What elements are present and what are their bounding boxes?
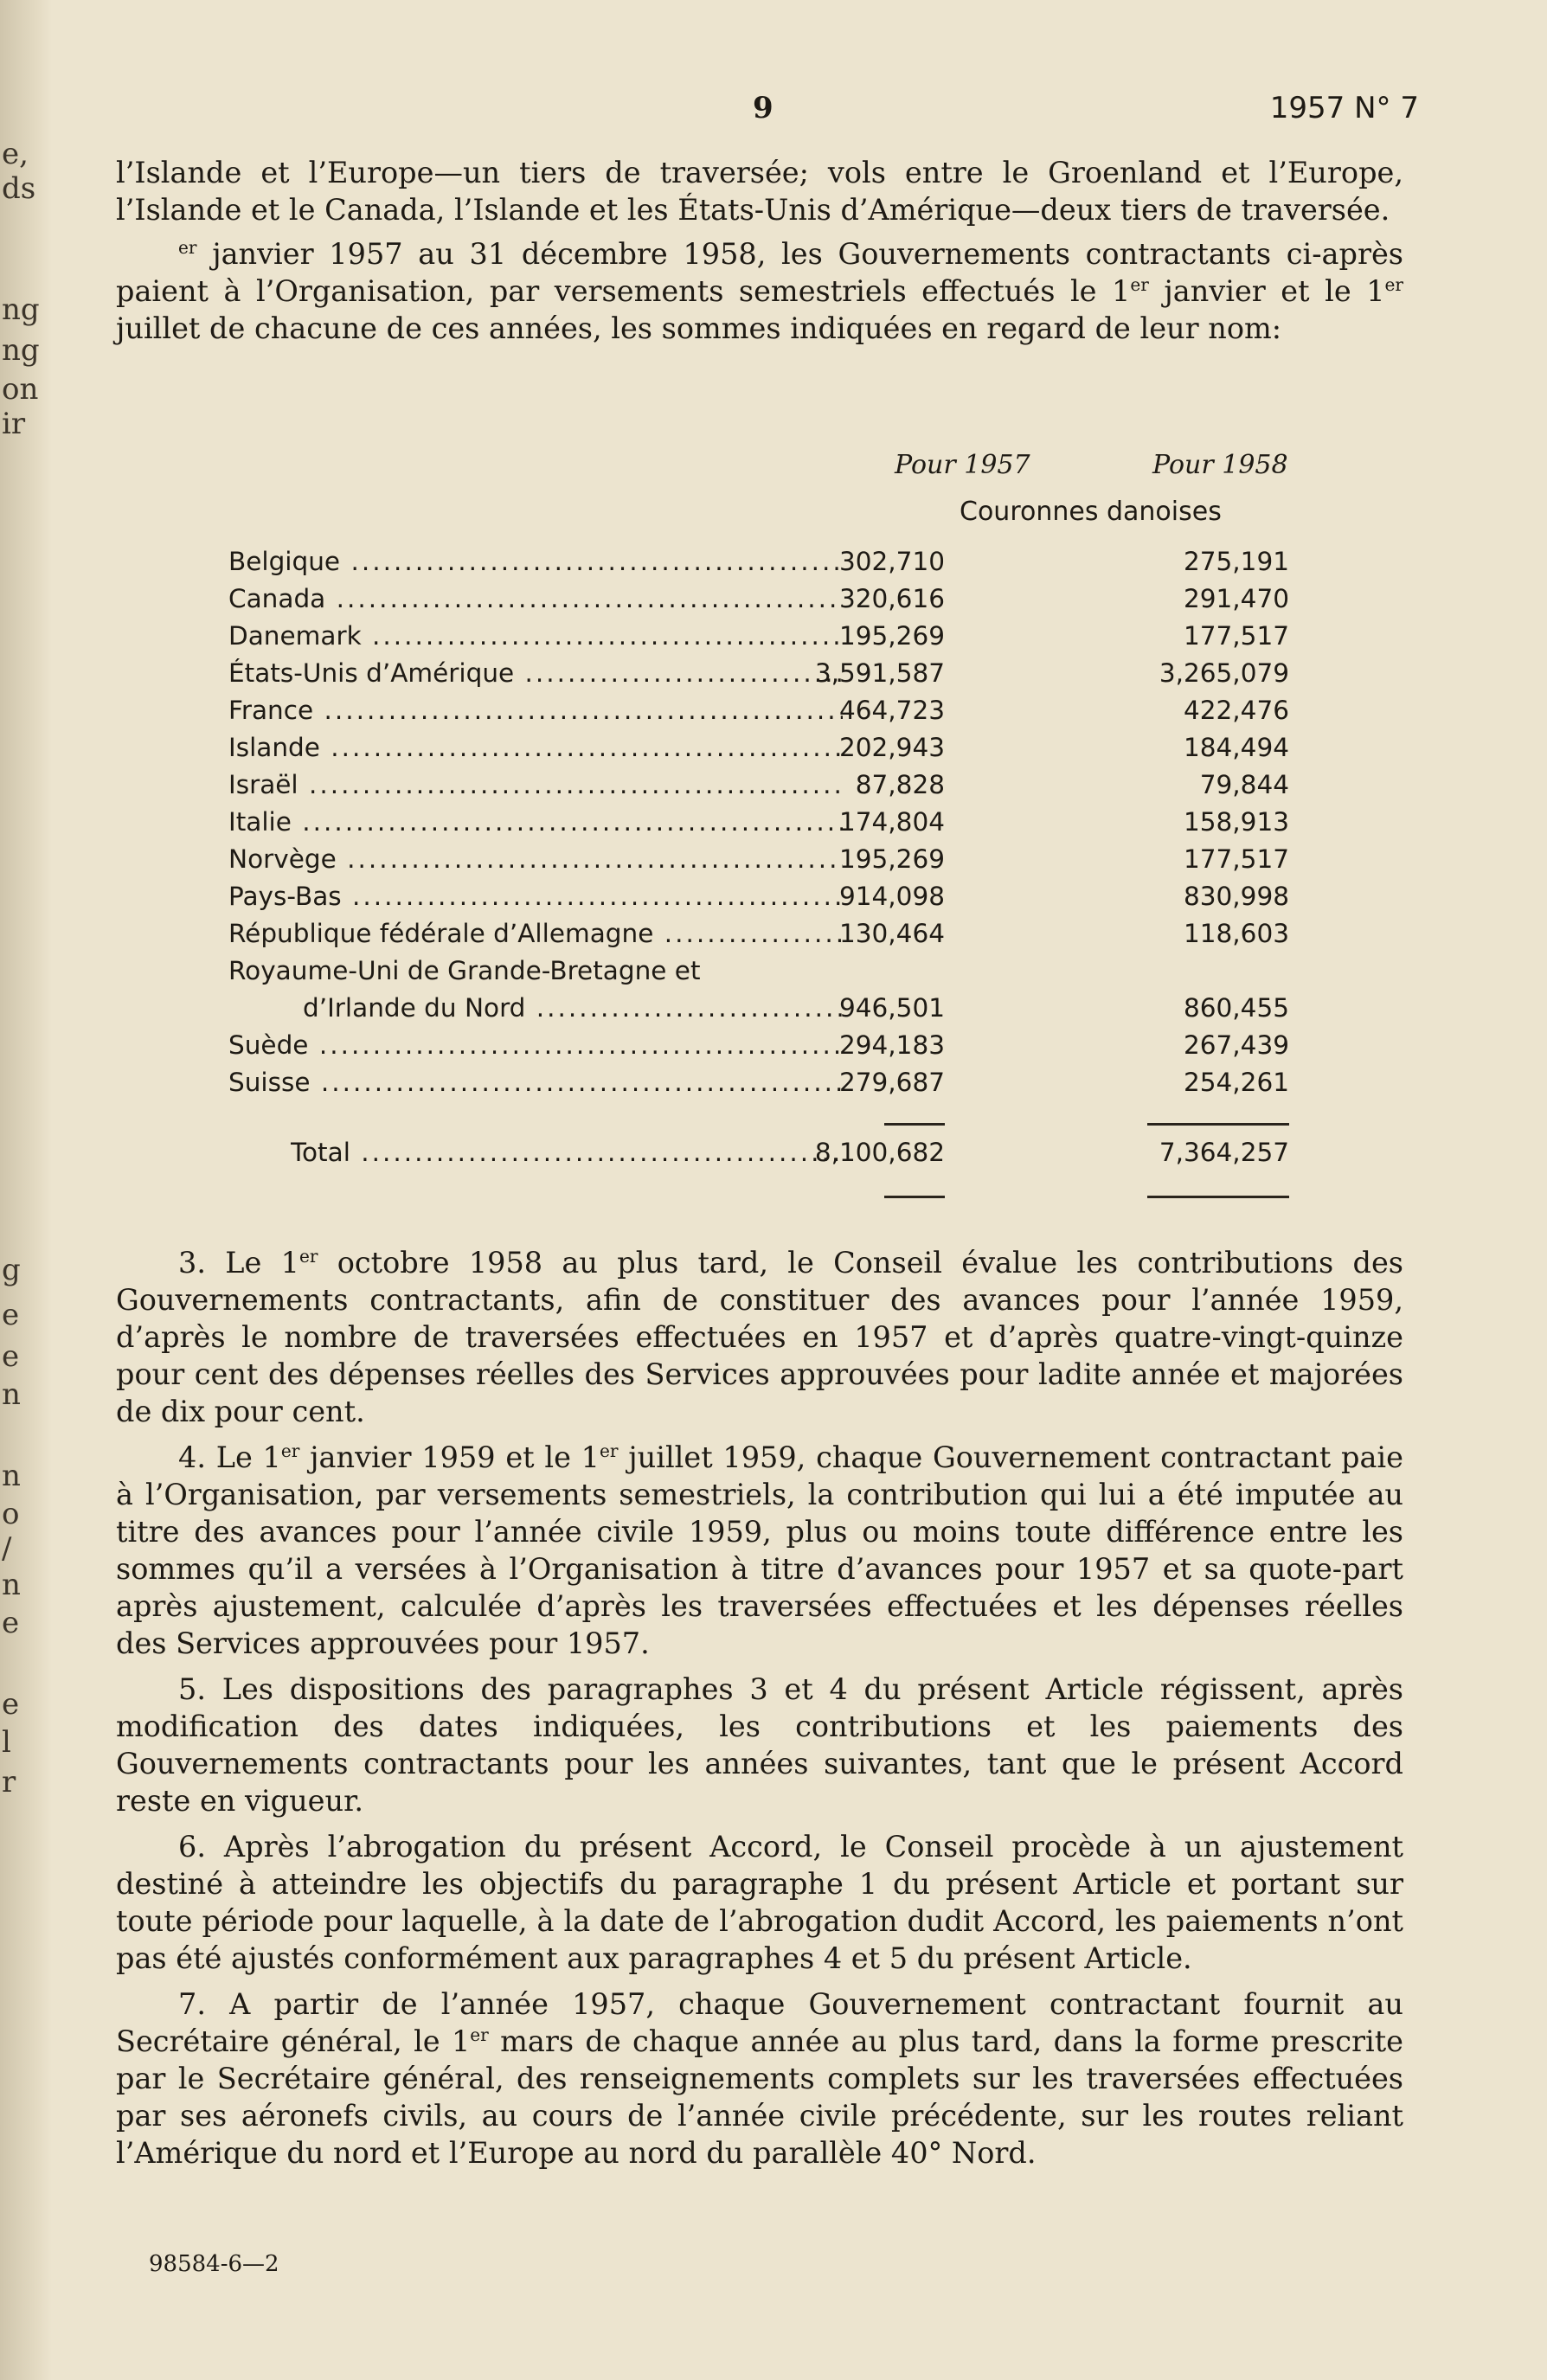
paragraph-2: $^{er}$ janvier 1957 au 31 décembre 1958, les Gouvernements contractants ci-après paient à l’Organisation, par versements semestriels effectués le 1er janvier et le 1er juillet de chacune de ces années, les sommes indiquées en regard de leur nom: — [116, 236, 1404, 345]
table-row — [228, 621, 1289, 658]
amount-1957-cell: 464,723 — [839, 696, 945, 725]
document-reference: 1957 N° 7 — [1269, 91, 1419, 125]
country-cell: Italie ..... — [228, 807, 843, 837]
bleed-fragment: e — [2, 1606, 20, 1640]
total-1957-cell: 8,100,682 — [814, 1138, 945, 1167]
table-row — [228, 1068, 1289, 1105]
bleed-fragment: l — [2, 1725, 11, 1760]
country-cell: Norvège ..... — [228, 844, 843, 874]
page-header — [0, 91, 1547, 134]
print-job-code: 98584-6—2 — [149, 2251, 279, 2277]
table-row — [228, 1030, 1289, 1068]
intro-paragraph: l’Islande et l’Europe—un tiers de traversée; vols entre le Groenland et l’Europe, l’Islande et le Canada, l’Islande et les États-Unis d’Amérique—deux tiers de traversée. — [116, 156, 1403, 227]
total-label: Total ..... — [291, 1138, 843, 1167]
column-header-1957: Pour 1957 — [895, 450, 1030, 480]
amount-1958-cell: 118,603 — [1184, 919, 1289, 948]
paragraph-3: 3. Le 1er octobre 1958 au plus tard, le Conseil évalue les contributions des Gouvernements contractants, afin de constituer des avances pour l’année 1959, d’après le nombre de traversées effectuées en 1957 et d’après quatre-vingt-quinze pour cent des dépenses réelles des Services approuvées pour ladite année et majorées de dix pour cent. — [116, 1245, 1403, 1428]
amount-1957-cell: 195,269 — [839, 621, 945, 651]
amount-1958-cell: 177,517 — [1184, 844, 1289, 874]
country-cell: États-Unis d’Amérique ..... — [228, 658, 843, 688]
table-body — [228, 547, 1289, 1105]
total-1958-cell: 7,364,257 — [1159, 1138, 1289, 1167]
table-row — [228, 547, 1289, 584]
amount-1957-cell: 302,710 — [839, 547, 945, 576]
country-cell: Islande ..... — [228, 733, 843, 762]
bleed-fragment: g — [2, 1253, 21, 1287]
table-row — [228, 696, 1289, 733]
table-total-row — [228, 1138, 1289, 1175]
table-row — [228, 882, 1289, 919]
country-cell: Israël ..... — [228, 770, 843, 799]
amount-1957-cell: 320,616 — [839, 584, 945, 613]
country-cell: Danemark ..... — [228, 621, 843, 651]
contributions-table — [228, 450, 1289, 1167]
amount-1958-cell: 254,261 — [1184, 1068, 1289, 1097]
total-rule-bottom-1957 — [884, 1196, 945, 1198]
paragraph-4: 4. Le 1er janvier 1959 et le 1er juillet 1959, chaque Gouvernement contractant paie à l’Organisation, par versements semestriels, la contribution qui lui a été imputée au titre des avances pour l’année civile 1959, plus ou moins toute différence entre les sommes qu’il a versées à l’Organisation à titre d’avances pour 1957 et sa quote-part après ajustement, calculée d’après les traversées effectuées et les dépenses réelles des Services approuvées pour 1957. — [116, 1440, 1403, 1660]
amount-1957-cell: 946,501 — [839, 993, 945, 1023]
amount-1957-cell: 3,591,587 — [814, 658, 945, 688]
bleed-fragment: / — [2, 1531, 12, 1566]
table-row — [228, 993, 1289, 1030]
bleed-fragment: e — [2, 1339, 20, 1374]
amount-1958-cell: 830,998 — [1184, 882, 1289, 911]
country-cell: Royaume-Uni de Grande-Bretagne et — [228, 956, 701, 985]
paragraph-7: 7. A partir de l’année 1957, chaque Gouvernement contractant fournit au Secrétaire général, le 1er mars de chaque année au plus tard, dans la forme prescrite par le Secrétaire général, des renseignements complets sur les traversées effectuées par ses aéronefs civils, au cours de l’année civile précédente, sur les routes reliant l’Amérique du nord et l’Europe au nord du parallèle 40° Nord. — [116, 1987, 1403, 2170]
amount-1958-cell: 158,913 — [1184, 807, 1289, 837]
paragraph-6: 6. Après l’abrogation du présent Accord, le Conseil procède à un ajustement destiné à atteindre les objectifs du paragraphe 1 du présent Article et portant sur toute période pour laquelle, à la date de l’abrogation dudit Accord, les paiements n’ont pas été ajustés conformément aux paragraphes 4 et 5 du présent Article. — [116, 1830, 1403, 1975]
amount-1958-cell: 291,470 — [1184, 584, 1289, 613]
bleed-fragment: o — [2, 1497, 20, 1531]
table-row — [228, 844, 1289, 882]
table-row — [228, 956, 1289, 993]
total-rule-top-1957 — [884, 1123, 945, 1126]
amount-1957-cell: 87,828 — [855, 770, 945, 799]
bleed-fragment: n — [2, 1459, 21, 1493]
bleed-fragment: n — [2, 1377, 21, 1412]
amount-1957-cell: 195,269 — [839, 844, 945, 874]
table-header-row — [228, 450, 1289, 490]
amount-1957-cell: 914,098 — [839, 882, 945, 911]
amount-1958-cell: 267,439 — [1184, 1030, 1289, 1060]
table-row — [228, 733, 1289, 770]
bleed-fragment: on — [2, 372, 39, 407]
country-cell: République fédérale d’Allemagne ..... — [228, 919, 843, 948]
amount-1957-cell: 202,943 — [839, 733, 945, 762]
amount-1958-cell: 177,517 — [1184, 621, 1289, 651]
bleed-fragment: e — [2, 1298, 20, 1332]
country-cell: Belgique ..... — [228, 547, 843, 576]
intro-block — [116, 154, 1403, 347]
bleed-fragment: ds — [2, 171, 36, 206]
amount-1958-cell: 3,265,079 — [1159, 658, 1289, 688]
amount-1958-cell: 79,844 — [1199, 770, 1289, 799]
article-paragraphs — [116, 1244, 1403, 2172]
total-rule-bottom-1958 — [1147, 1196, 1289, 1198]
amount-1958-cell: 860,455 — [1184, 993, 1289, 1023]
amount-1958-cell: 275,191 — [1184, 547, 1289, 576]
country-cell: Suède ..... — [228, 1030, 843, 1060]
bleed-fragment: ng — [2, 333, 40, 368]
amount-1958-cell: 184,494 — [1184, 733, 1289, 762]
amount-1957-cell: 130,464 — [839, 919, 945, 948]
total-rule-top-1958 — [1147, 1123, 1289, 1126]
bleed-fragment: r — [2, 1765, 16, 1799]
table-row — [228, 584, 1289, 621]
amount-1957-cell: 294,183 — [839, 1030, 945, 1060]
bleed-fragment: ir — [2, 407, 26, 441]
page-number: 9 — [753, 91, 774, 125]
country-cell: Suisse ..... — [228, 1068, 843, 1097]
amount-1957-cell: 279,687 — [839, 1068, 945, 1097]
bleed-fragment: ng — [2, 292, 40, 327]
amount-1958-cell: 422,476 — [1184, 696, 1289, 725]
table-row — [228, 919, 1289, 956]
amount-1957-cell: 174,804 — [839, 807, 945, 837]
country-cell: d’Irlande du Nord ..... — [303, 993, 843, 1023]
table-row — [228, 658, 1289, 696]
table-row — [228, 770, 1289, 807]
table-row — [228, 807, 1289, 844]
bleed-fragment: e, — [2, 137, 29, 171]
country-cell: Pays-Bas ..... — [228, 882, 843, 911]
currency-unit-label: Couronnes danoises — [960, 497, 1222, 527]
country-cell: Canada ..... — [228, 584, 843, 613]
bleed-fragment: e — [2, 1687, 20, 1722]
bleed-fragment: n — [2, 1568, 21, 1602]
paragraph-5: 5. Les dispositions des paragraphes 3 et 4 du présent Article régissent, après modification des dates indiquées, les contributions et les paiements des Gouvernements contractants pour les années suivantes, tant que le présent Accord reste en vigueur. — [116, 1672, 1403, 1818]
country-cell: France ..... — [228, 696, 843, 725]
column-header-1958: Pour 1958 — [1152, 450, 1288, 480]
